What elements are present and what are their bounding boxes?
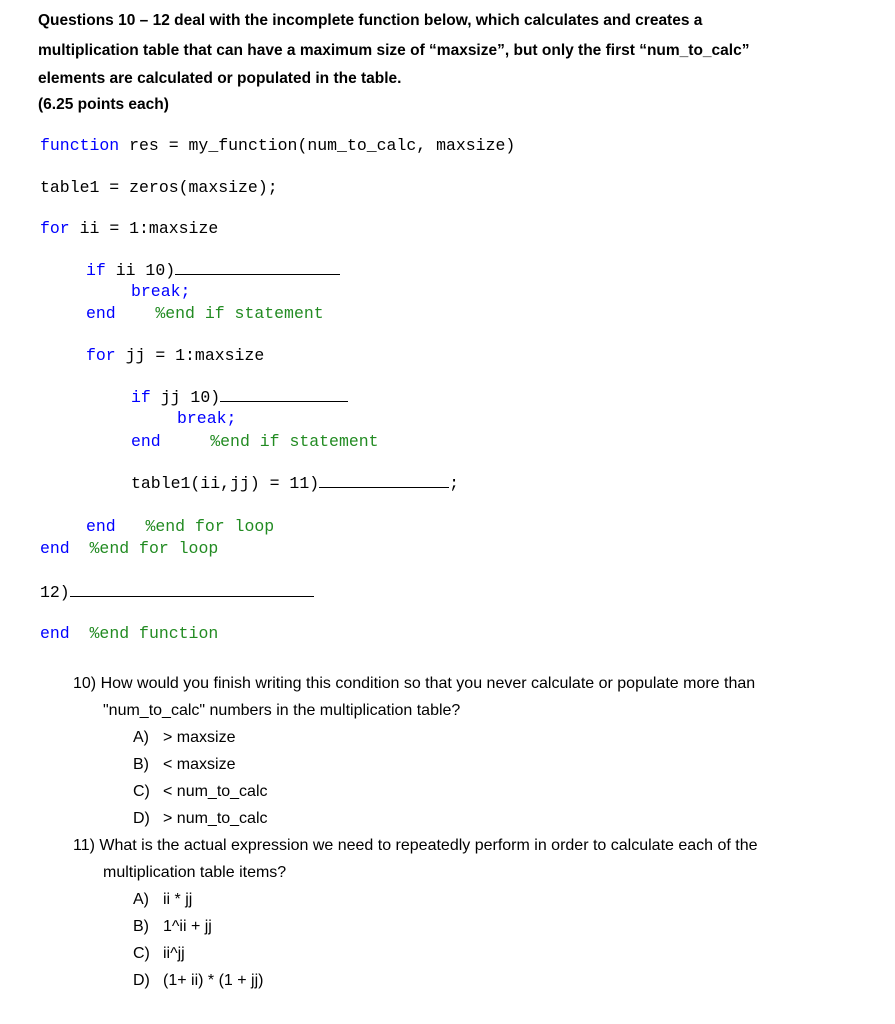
assign-semicolon: ; (449, 474, 460, 493)
q12-label: 12) (40, 583, 70, 602)
end-keyword: end (86, 304, 116, 323)
intro-line-3: elements are calculated or populated in the table. (38, 70, 402, 87)
code-end-if-inner (131, 432, 379, 451)
option-text: ii * jj (163, 891, 193, 908)
option-letter: B) (133, 918, 149, 935)
q10-line-1: 10) How would you finish writing this condition so that you never calculate or populate more than (73, 675, 756, 692)
if-keyword: if (86, 261, 106, 280)
if-inner-condition: jj 10) (150, 388, 221, 407)
code-table-line: table1 = zeros(maxsize); (40, 178, 278, 197)
code-break-inner: break; (177, 409, 237, 428)
for-outer-range: ii = 1:maxsize (69, 219, 219, 238)
option-letter: D) (133, 972, 150, 989)
end-if-comment: %end if statement (210, 432, 379, 451)
code-assign (131, 473, 459, 493)
option-text: > num_to_calc (163, 810, 268, 827)
option-letter: B) (133, 756, 149, 773)
q11-option-d[interactable] (133, 972, 263, 990)
option-text: (1+ ii) * (1 + jj) (163, 972, 264, 989)
option-text: < num_to_calc (163, 783, 268, 800)
option-letter: A) (133, 729, 149, 746)
end-if-comment: %end if statement (155, 304, 324, 323)
code-end-if-outer (86, 304, 324, 323)
option-letter: D) (133, 810, 150, 827)
blank-q11 (319, 473, 449, 488)
code-q12-line (40, 582, 314, 602)
q10-option-c[interactable] (133, 783, 268, 801)
code-for-inner (86, 346, 264, 365)
blank-q10 (175, 260, 340, 275)
for-keyword: for (40, 219, 70, 238)
option-letter: C) (133, 945, 150, 962)
end-keyword: end (131, 432, 161, 451)
assign-expression: table1(ii,jj) = 11) (131, 474, 320, 493)
code-end-function (40, 624, 218, 643)
function-signature: res = my_function(num_to_calc, maxsize) (119, 136, 516, 155)
q11-option-a[interactable] (133, 891, 192, 909)
intro-line-1: Questions 10 – 12 deal with the incomplete function below, which calculates and creates a (38, 12, 703, 29)
q11-line-2: multiplication table items? (103, 864, 287, 881)
code-function-line (40, 136, 515, 155)
end-function-comment: %end function (89, 624, 219, 643)
if-outer-condition: ii 10) (105, 261, 176, 280)
blank-q10-inner (220, 387, 348, 402)
end-keyword: end (86, 517, 116, 536)
option-letter: A) (133, 891, 149, 908)
q10-option-d[interactable] (133, 810, 268, 828)
option-text: > maxsize (163, 729, 236, 746)
end-keyword: end (40, 539, 70, 558)
end-keyword: end (40, 624, 70, 643)
q11-line-1: 11) What is the actual expression we need to repeatedly perform in order to calculate each of the (73, 837, 758, 854)
for-keyword: for (86, 346, 116, 365)
code-end-for-outer (40, 539, 218, 558)
for-inner-range: jj = 1:maxsize (115, 346, 265, 365)
blank-q12 (70, 582, 314, 597)
option-text: ii^jj (163, 945, 185, 962)
option-text: 1^ii + jj (163, 918, 212, 935)
code-if-outer (86, 260, 340, 280)
intro-line-2: multiplication table that can have a maximum size of “maxsize”, but only the first “num_to_calc” (38, 42, 750, 59)
q10-line-2: "num_to_calc" numbers in the multiplication table? (103, 702, 461, 719)
code-if-inner (131, 387, 348, 407)
code-end-for-inner (86, 517, 274, 536)
option-text: < maxsize (163, 756, 236, 773)
points-label: (6.25 points each) (38, 96, 169, 113)
q11-option-b[interactable] (133, 918, 212, 936)
end-for-comment: %end for loop (89, 539, 219, 558)
q10-option-a[interactable] (133, 729, 235, 747)
q10-option-b[interactable] (133, 756, 235, 774)
option-letter: C) (133, 783, 150, 800)
code-break-outer: break; (131, 282, 191, 301)
if-keyword: if (131, 388, 151, 407)
q11-option-c[interactable] (133, 945, 185, 963)
code-for-outer (40, 219, 218, 238)
function-keyword: function (40, 136, 120, 155)
end-for-comment: %end for loop (145, 517, 275, 536)
